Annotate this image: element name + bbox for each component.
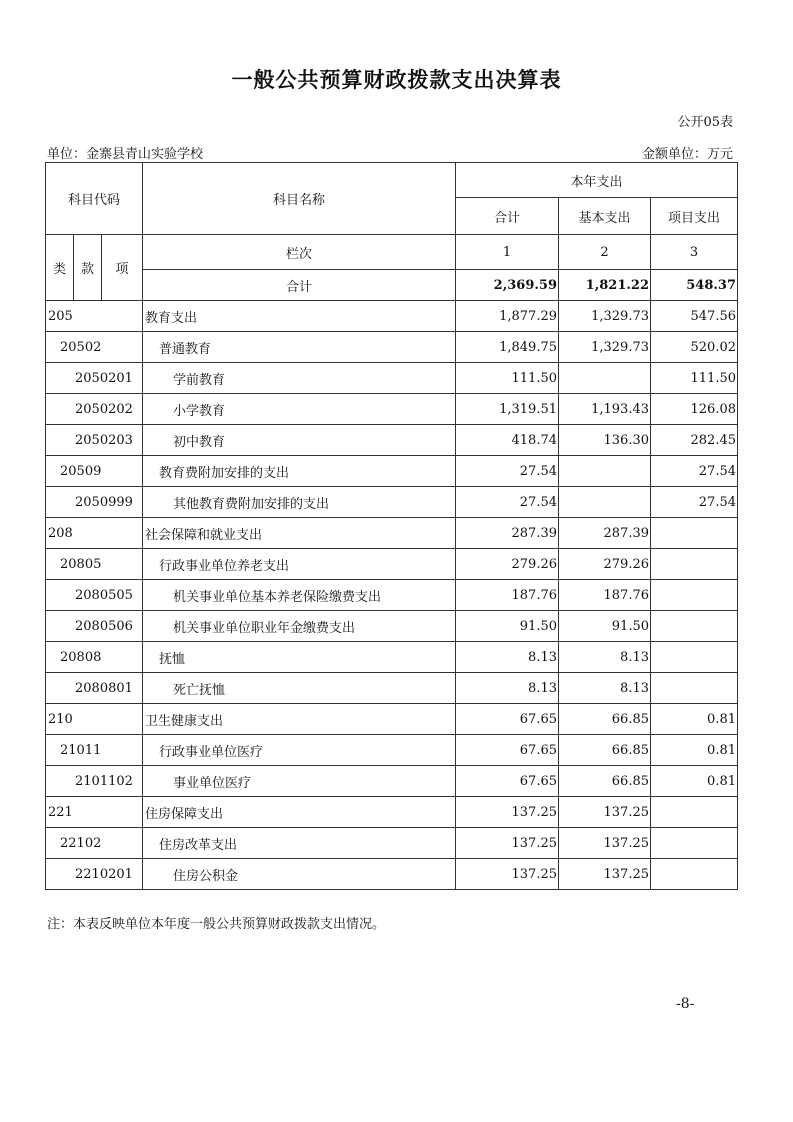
subject-code: 2050203 xyxy=(46,425,143,456)
subject-name: 教育支出 xyxy=(143,301,456,332)
table-row xyxy=(46,704,738,735)
total-amount: 1,319.51 xyxy=(456,394,559,425)
page-number: -8- xyxy=(676,996,695,1012)
total-amount: 8.13 xyxy=(456,673,559,704)
table-row xyxy=(46,859,738,890)
grand-total-amount: 2,369.59 xyxy=(456,270,559,301)
basic-amount: 137.25 xyxy=(559,828,651,859)
total-amount: 111.50 xyxy=(456,363,559,394)
class-header: 类 xyxy=(46,235,74,301)
table-row xyxy=(46,456,738,487)
grand-total-basic: 1,821.22 xyxy=(559,270,651,301)
basic-amount: 137.25 xyxy=(559,859,651,890)
total-amount: 418.74 xyxy=(456,425,559,456)
table-row xyxy=(46,735,738,766)
basic-amount: 279.26 xyxy=(559,549,651,580)
project-amount xyxy=(651,828,738,859)
subject-code: 2101102 xyxy=(46,766,143,797)
table-row xyxy=(46,549,738,580)
project-amount: 27.54 xyxy=(651,487,738,518)
subject-name: 小学教育 xyxy=(143,394,456,425)
subject-code: 205 xyxy=(46,301,143,332)
subject-code: 208 xyxy=(46,518,143,549)
table-row xyxy=(46,673,738,704)
subject-name: 行政事业单位养老支出 xyxy=(143,549,456,580)
subject-name: 住房公积金 xyxy=(143,859,456,890)
subject-name: 住房保障支出 xyxy=(143,797,456,828)
project-amount: 547.56 xyxy=(651,301,738,332)
project-amount xyxy=(651,518,738,549)
subject-name: 事业单位医疗 xyxy=(143,766,456,797)
subject-code: 2080505 xyxy=(46,580,143,611)
subject-name: 住房改革支出 xyxy=(143,828,456,859)
section-header: 款 xyxy=(74,235,102,301)
total-amount: 67.65 xyxy=(456,766,559,797)
item-header: 项 xyxy=(102,235,143,301)
basic-amount: 66.85 xyxy=(559,735,651,766)
subject-name: 普通教育 xyxy=(143,332,456,363)
total-amount: 137.25 xyxy=(456,797,559,828)
subject-code: 2080506 xyxy=(46,611,143,642)
total-amount: 279.26 xyxy=(456,549,559,580)
header-row-1 xyxy=(46,163,738,198)
project-amount: 520.02 xyxy=(651,332,738,363)
subject-name: 其他教育费附加安排的支出 xyxy=(143,487,456,518)
subject-code: 2210201 xyxy=(46,859,143,890)
subject-code: 21011 xyxy=(46,735,143,766)
table-row xyxy=(46,828,738,859)
subject-code: 221 xyxy=(46,797,143,828)
expenditure-table xyxy=(45,162,738,890)
subject-name: 机关事业单位基本养老保险缴费支出 xyxy=(143,580,456,611)
total-amount: 137.25 xyxy=(456,859,559,890)
basic-amount: 187.76 xyxy=(559,580,651,611)
table-row xyxy=(46,797,738,828)
project-amount xyxy=(651,642,738,673)
total-amount: 187.76 xyxy=(456,580,559,611)
basic-amount: 1,329.73 xyxy=(559,301,651,332)
grand-total-row xyxy=(46,270,738,301)
project-amount xyxy=(651,673,738,704)
basic-amount: 8.13 xyxy=(559,642,651,673)
subject-code: 210 xyxy=(46,704,143,735)
basic-amount: 137.25 xyxy=(559,797,651,828)
subject-code: 22102 xyxy=(46,828,143,859)
subject-name: 卫生健康支出 xyxy=(143,704,456,735)
basic-amount xyxy=(559,456,651,487)
subject-code: 2050201 xyxy=(46,363,143,394)
subject-name: 机关事业单位职业年金缴费支出 xyxy=(143,611,456,642)
page-title: 一般公共预算财政拨款支出决算表 xyxy=(231,68,562,92)
total-amount: 27.54 xyxy=(456,456,559,487)
basic-amount: 8.13 xyxy=(559,673,651,704)
table-row xyxy=(46,425,738,456)
current-year-expenditure-header: 本年支出 xyxy=(456,163,738,198)
column-order-label: 栏次 xyxy=(143,235,456,270)
subject-code: 20502 xyxy=(46,332,143,363)
subject-code: 2050999 xyxy=(46,487,143,518)
project-amount: 0.81 xyxy=(651,735,738,766)
total-amount: 67.65 xyxy=(456,735,559,766)
subject-name: 初中教育 xyxy=(143,425,456,456)
project-amount xyxy=(651,549,738,580)
table-row xyxy=(46,332,738,363)
project-amount xyxy=(651,859,738,890)
subject-name: 死亡抚恤 xyxy=(143,673,456,704)
table-row xyxy=(46,301,738,332)
project-amount xyxy=(651,580,738,611)
total-amount: 287.39 xyxy=(456,518,559,549)
basic-amount: 66.85 xyxy=(559,704,651,735)
grand-total-project: 548.37 xyxy=(651,270,738,301)
form-number: 公开05表 xyxy=(677,115,733,130)
table-row xyxy=(46,363,738,394)
project-amount: 27.54 xyxy=(651,456,738,487)
basic-amount xyxy=(559,363,651,394)
subject-name: 教育费附加安排的支出 xyxy=(143,456,456,487)
grand-total-label: 合计 xyxy=(143,270,456,301)
subject-code-header: 科目代码 xyxy=(46,163,143,235)
basic-amount: 66.85 xyxy=(559,766,651,797)
subject-code: 20808 xyxy=(46,642,143,673)
table-row xyxy=(46,766,738,797)
total-amount: 91.50 xyxy=(456,611,559,642)
subject-code: 20805 xyxy=(46,549,143,580)
col-number-3: 3 xyxy=(651,235,738,270)
subject-code: 2050202 xyxy=(46,394,143,425)
basic-amount: 287.39 xyxy=(559,518,651,549)
basic-amount: 1,329.73 xyxy=(559,332,651,363)
table-note: 注：本表反映单位本年度一般公共预算财政拨款支出情况。 xyxy=(47,917,386,932)
column-order-row xyxy=(46,235,738,270)
total-header: 合计 xyxy=(456,198,559,235)
subject-name: 抚恤 xyxy=(143,642,456,673)
amount-unit: 金额单位：万元 xyxy=(641,147,733,162)
subject-name: 社会保障和就业支出 xyxy=(143,518,456,549)
col-number-2: 2 xyxy=(559,235,651,270)
basic-amount xyxy=(559,487,651,518)
table-row xyxy=(46,611,738,642)
table-row xyxy=(46,518,738,549)
reporting-unit: 单位：金寨县青山实验学校 xyxy=(47,147,204,162)
basic-amount: 1,193.43 xyxy=(559,394,651,425)
table-body xyxy=(46,163,738,890)
project-amount: 0.81 xyxy=(651,704,738,735)
total-amount: 1,877.29 xyxy=(456,301,559,332)
project-header: 项目支出 xyxy=(651,198,738,235)
project-amount xyxy=(651,611,738,642)
basic-amount: 136.30 xyxy=(559,425,651,456)
subject-name: 行政事业单位医疗 xyxy=(143,735,456,766)
basic-amount: 91.50 xyxy=(559,611,651,642)
project-amount: 111.50 xyxy=(651,363,738,394)
project-amount: 0.81 xyxy=(651,766,738,797)
project-amount: 126.08 xyxy=(651,394,738,425)
subject-code: 2080801 xyxy=(46,673,143,704)
col-number-1: 1 xyxy=(456,235,559,270)
total-amount: 1,849.75 xyxy=(456,332,559,363)
basic-header: 基本支出 xyxy=(559,198,651,235)
project-amount xyxy=(651,797,738,828)
total-amount: 27.54 xyxy=(456,487,559,518)
table-row xyxy=(46,642,738,673)
subject-code: 20509 xyxy=(46,456,143,487)
total-amount: 67.65 xyxy=(456,704,559,735)
total-amount: 8.13 xyxy=(456,642,559,673)
table-row xyxy=(46,487,738,518)
table-row xyxy=(46,580,738,611)
subject-name: 学前教育 xyxy=(143,363,456,394)
table-row xyxy=(46,394,738,425)
subject-name-header: 科目名称 xyxy=(143,163,456,235)
project-amount: 282.45 xyxy=(651,425,738,456)
total-amount: 137.25 xyxy=(456,828,559,859)
